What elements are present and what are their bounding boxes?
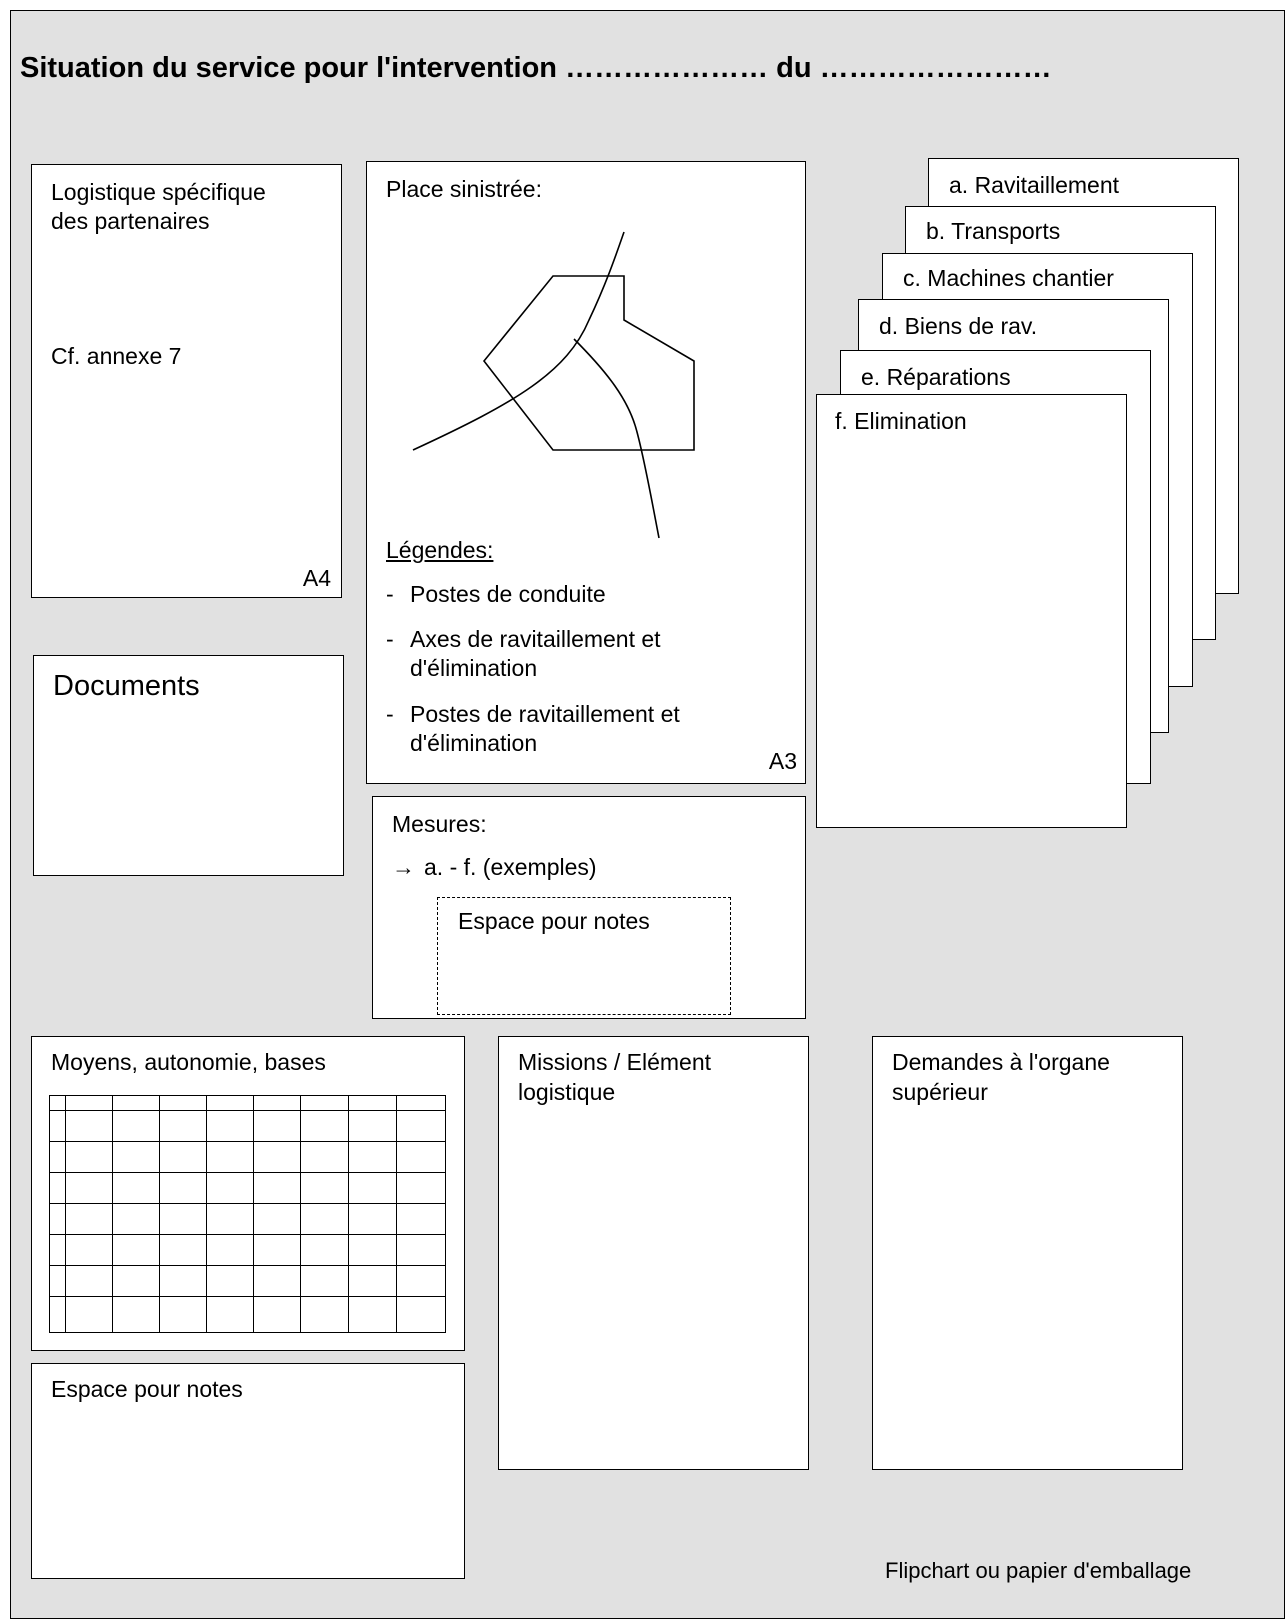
legend-item-label: Axes de ravitaillement et [410,626,661,652]
missions-box [498,1036,809,1470]
legend-item-label-cont: d'élimination [410,730,538,756]
missions-title-line1: Missions / Elément [518,1049,712,1075]
requests-box [872,1036,1183,1470]
format-label-a4: A4 [302,565,331,591]
documents-box [33,655,344,876]
requests-title-line2: supérieur [892,1079,988,1105]
sheet-label: d. Biens de rav. [879,313,1038,339]
means-box [31,1036,465,1351]
partner-logistics-title-line2: des partenaires [51,208,210,234]
sheet-label: a. Ravitaillement [949,172,1120,198]
means-title: Moyens, autonomie, bases [51,1049,326,1075]
documents-title: Documents [53,670,200,702]
axis-road-1 [413,232,624,450]
annex-reference: Cf. annexe 7 [51,343,182,369]
measures-box [372,796,806,1019]
legend-title: Légendes: [386,537,494,563]
measures-title: Mesures: [392,811,487,837]
legend-item-command-posts [386,580,786,610]
sheet-label: b. Transports [926,218,1061,244]
disaster-site-box [366,161,806,784]
partner-logistics-title-line1: Logistique spécifique [51,179,266,205]
legend-item-label: Postes de ravitaillement et [410,701,680,727]
notes-box [31,1363,465,1579]
legend-item-label-cont: d'élimination [410,655,538,681]
notes-space-dashed [437,897,731,1015]
site-sketch [367,162,807,785]
legend-item-supply-axes [386,625,786,685]
notes-title: Espace pour notes [51,1376,243,1402]
sheet-label: e. Réparations [861,364,1011,390]
missions-title-line2: logistique [518,1079,616,1105]
page-title: Situation du service pour l'intervention ………………… du …………………… [20,52,1052,84]
sheet-label: c. Machines chantier [903,265,1114,291]
measures-examples: a. - f. (exemples) [424,854,597,880]
footer-note: Flipchart ou papier d'emballage [885,1558,1192,1583]
legend-item-label: Postes de conduite [410,581,606,607]
partner-logistics-box [31,164,342,598]
legend-bullet: - [386,701,394,727]
notes-space-label: Espace pour notes [458,908,650,934]
requests-title-line1: Demandes à l'organe [892,1049,1110,1075]
format-label-a3: A3 [768,748,797,774]
legend-item-supply-posts [386,700,786,760]
arrow-icon: → [392,854,415,880]
legend-bullet: - [386,626,394,652]
sheet-f-elimination [816,394,1127,828]
axis-road-2 [574,339,659,538]
disaster-site-title: Place sinistrée: [386,176,542,202]
sheet-label: f. Elimination [835,408,967,434]
legend-bullet: - [386,581,394,607]
means-grid [49,1095,446,1333]
site-area-polygon [484,276,694,450]
